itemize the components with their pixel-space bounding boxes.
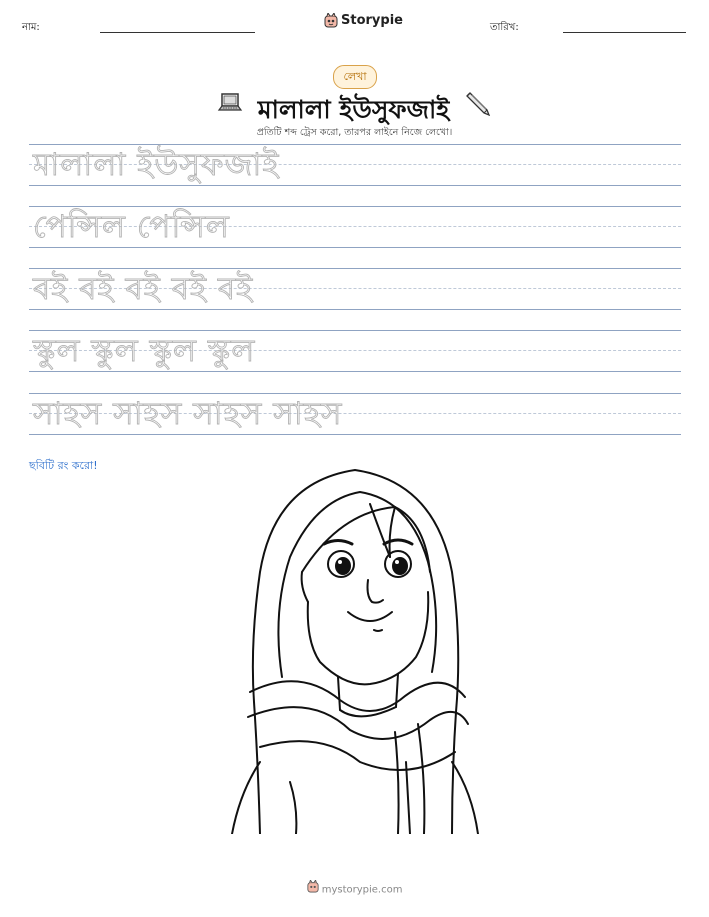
coloring-illustration <box>220 462 490 834</box>
title-row <box>0 88 709 124</box>
trace-text: সাহস সাহস সাহস সাহস <box>33 396 343 432</box>
practice-row[interactable] <box>29 144 681 186</box>
brand-name: Storypie <box>341 13 403 28</box>
page-title: মালালা ইউসুফজাই <box>257 95 450 124</box>
trace-text: পেন্সিল পেন্সিল <box>33 209 230 245</box>
footer-url[interactable]: mystorypie.com <box>321 884 403 896</box>
practice-row[interactable] <box>29 268 681 310</box>
storypie-logo-icon <box>307 880 319 893</box>
practice-row[interactable] <box>29 206 681 248</box>
laptop-icon <box>217 90 243 116</box>
pencil-icon <box>464 88 492 116</box>
trace-text: বই বই বই বই বই <box>33 271 254 307</box>
practice-row[interactable] <box>29 393 681 435</box>
brand-logo <box>324 13 403 28</box>
instruction-text: প্রতিটি শব্দ ট্রেস করো, তারপর লাইনে নিজে লেখো। <box>256 127 453 138</box>
date-field-line[interactable] <box>563 32 686 33</box>
category-tag: লেখা <box>333 65 377 89</box>
trace-text: মালালা ইউসুফজাই <box>33 147 280 183</box>
trace-text: স্কুল স্কুল স্কুল স্কুল <box>33 333 256 369</box>
storypie-logo-icon <box>324 13 338 28</box>
practice-row[interactable] <box>29 330 681 372</box>
name-field-line[interactable] <box>100 32 255 33</box>
date-label: তারিখ: <box>490 22 519 33</box>
name-label: নাম: <box>22 22 40 33</box>
coloring-prompt: ছবিটি রং করো! <box>29 459 98 472</box>
footer <box>0 880 709 896</box>
